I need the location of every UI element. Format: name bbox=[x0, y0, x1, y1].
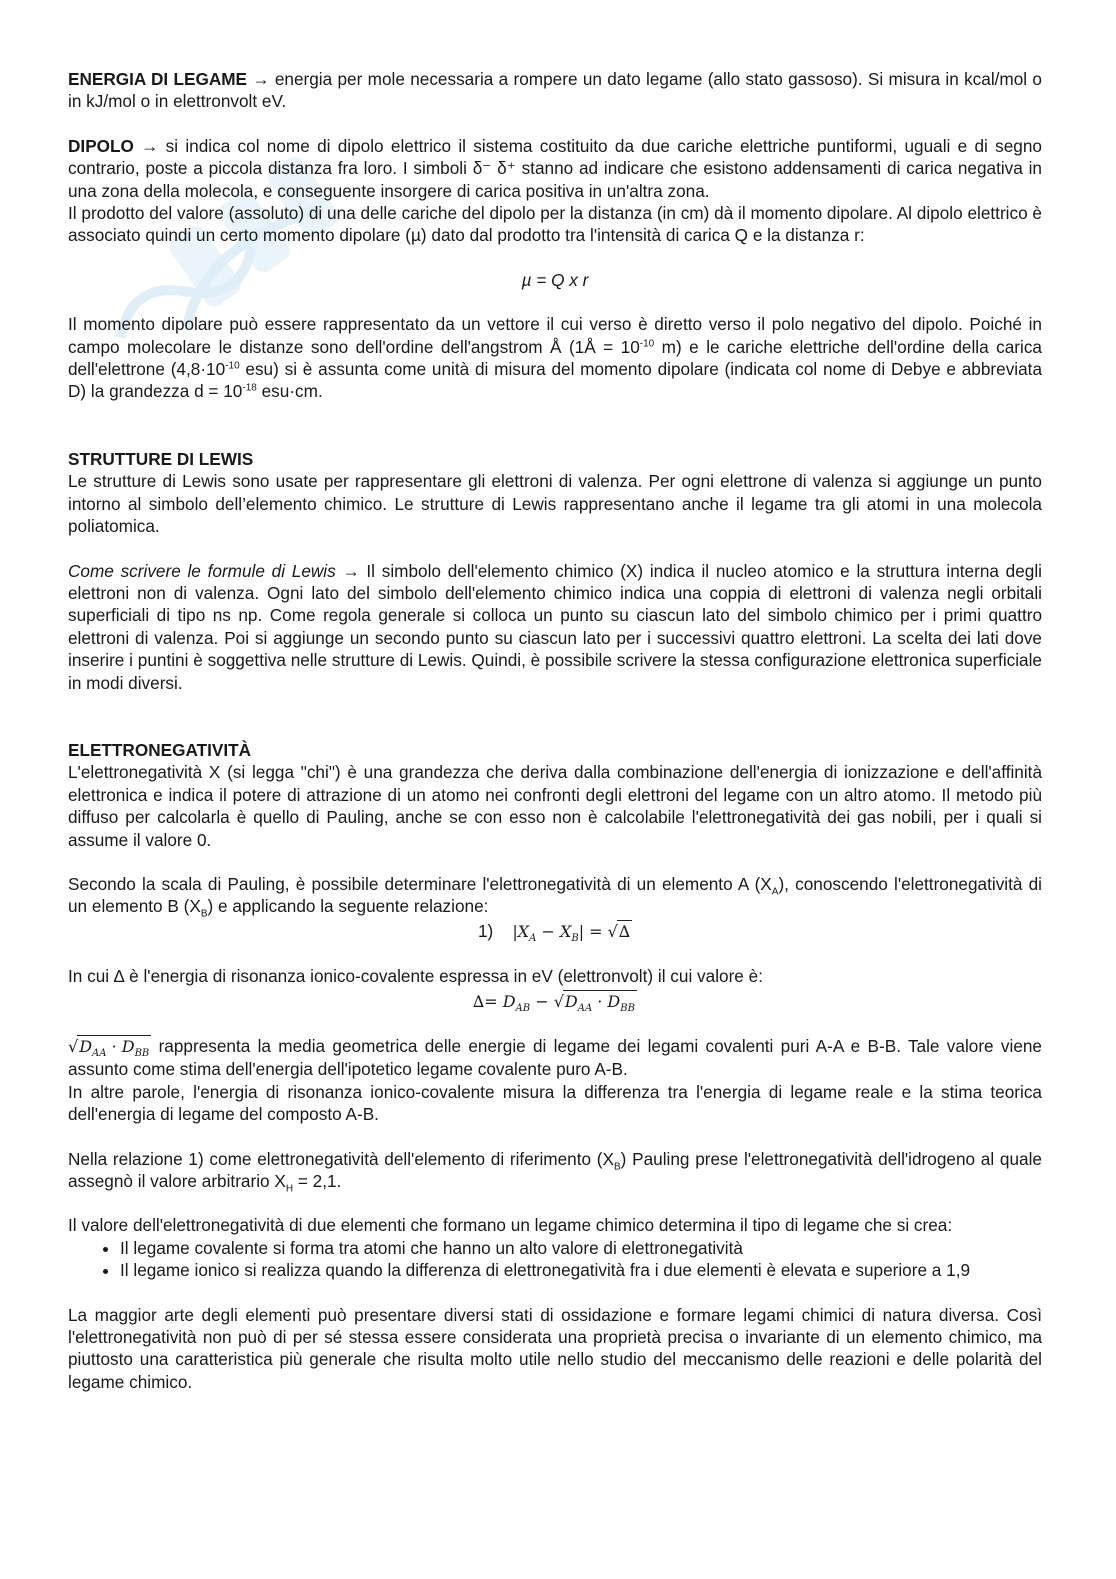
dipolo-sup3: -18 bbox=[242, 382, 257, 394]
dipolo-text3-a: Il momento dipolare può essere rappresentato da un vettore il cui verso è diretto verso il polo negativo del dipolo. Poiché in campo molecolare le distanze sono dell'ordine dell'angstrom Å (1Å = 10 bbox=[68, 314, 1042, 357]
lewis-paragraph2 bbox=[68, 560, 1042, 694]
dipolo-text3-c: esu) si è assunta come unità di misura del momento dipolare (indicata col nome di Debye e abbreviata D) la grandezza d = 10 bbox=[68, 359, 1043, 402]
lewis-italic: Come scrivere le formule di Lewis bbox=[68, 560, 336, 581]
elettro-text6-a: Nella relazione 1) come elettronegatività dell'elemento di riferimento (X bbox=[68, 1148, 614, 1169]
lewis-title: STRUTTURE DI LEWIS bbox=[68, 448, 254, 469]
energia-paragraph bbox=[68, 68, 1042, 113]
geo-mean-expression: $√D_{AA} \cdot D_{BB}$ bbox=[68, 1037, 150, 1060]
elettro-sub-b: B bbox=[200, 908, 208, 920]
document-page bbox=[68, 68, 1042, 1393]
equation-2: ∆= $D_{AB} - √D_{AA} \cdot D_{BB}$ bbox=[473, 991, 635, 1014]
energia-title: ENERGIA DI LEGAME bbox=[68, 69, 248, 89]
elettro-text2-b: ), conoscendo l'elettronegatività di un elemento B (X bbox=[68, 873, 1042, 917]
elettro-text6-sub: B bbox=[614, 1161, 621, 1173]
elettro-text2-a: Secondo la scala di Pauling, è possibile determinare l'elettronegatività di un elemento A (X bbox=[68, 873, 772, 894]
lewis-text1: Le strutture di Lewis sono usate per rappresentare gli elettroni di valenza. Per ogni elettrone di valenza si aggiunge un punto intorno al simbolo dell’elemento chimico. Le strutture di Lewis rappresentano anche il legame tra gli atomi in una molecola poliatomica. bbox=[68, 471, 1042, 537]
energia-text: → energia per mole necessaria a rompere un dato legame (allo stato gassoso). Si misura in kcal/mol o in kJ/mol o in elettronvolt eV. bbox=[68, 69, 1042, 112]
list-item: • Il legame ionico si realizza quando la differenza di elettronegatività fra i due elementi è elevata e superiore a 1,9 bbox=[120, 1259, 1042, 1281]
dipolo-text3 bbox=[68, 313, 1042, 403]
bond-type-list bbox=[68, 1237, 1042, 1282]
dipolo-text3-b: m) e le cariche elettriche dell'ordine della carica dell'elettrone (4,8·10 bbox=[68, 336, 1042, 380]
dipolo-text1: → si indica col nome di dipolo elettrico il sistema costituito da due cariche elettriche puntiformi, uguali e di segno contrario, poste a piccola distanza fra loro. I simboli δ⁻ δ⁺ stanno ad indicare che esistono addensamenti di carica negativa in una zona della molecola, e conseguente insorgere di carica positiva in un'altra zona. bbox=[68, 135, 1042, 201]
dipolo-paragraph bbox=[68, 135, 1042, 202]
list-item: • Il legame covalente si forma tra atomi che hanno un alto valore di elettronegatività bbox=[120, 1237, 1042, 1259]
elettro-text2 bbox=[68, 873, 1042, 918]
elettro-text5: In altre parole, l'energia di risonanza ionico-covalente misura la differenza tra l'energia di legame reale e la stima teorica dell'energia di legame del composto A-B. bbox=[68, 1081, 1042, 1125]
elettro-paragraph4 bbox=[68, 1035, 1042, 1081]
elettro-text6 bbox=[68, 1148, 1042, 1193]
elettro-text2-c: ) e applicando la seguente relazione: bbox=[207, 896, 489, 917]
elettro-text6-b: ) Pauling prese l'elettronegatività dell'idrogeno al quale assegnò il valore arbitrario X bbox=[68, 1148, 1042, 1192]
elettro-text8: La maggior arte degli elementi può presentare diversi stati di ossidazione e formare legami chimici di natura diversa. Così l'elettronegatività non può di per sé stessa essere considerata una proprietà precisa o invariante di un elemento chimico, ma piuttosto una caratteristica più generale che risulta molto utile nello studio del meccanismo delle reazioni e delle polarità del legame chimico. bbox=[68, 1304, 1042, 1392]
equation-1: 1) $|X_A - X_B|$ = √∆ bbox=[477, 920, 631, 944]
lewis-text2: → Il simbolo dell'elemento chimico (X) indica il nucleo atomico e la struttura interna degli elettroni non di valenza. Ogni lato del simbolo dell'elemento chimico indica una coppia di elettroni di valenza negli orbitali superficiali di tipo ns np. Come regola generale si colloca un punto su ciascun lato del simbolo chimico per i primi quattro elettroni di valenza. Poi si aggiunge un secondo punto su ciascun lato per i successivi quattro elettroni. La scelta dei lati dove inserire i puntini è soggettiva nelle strutture di Lewis. Quindi, è possibile scrivere la stessa configurazione elettronica superficiale in modi diversi. bbox=[68, 560, 1042, 693]
dipolo-formula: µ = Q x r bbox=[521, 269, 589, 290]
equation-1-number: 1) bbox=[477, 920, 494, 941]
dipolo-title: DIPOLO bbox=[68, 135, 134, 156]
elettro-text1: L'elettronegatività X (si legga "chi") è una grandezza che deriva dalla combinazione dell'energia di ionizzazione e dell'affinità elettronica e indica il potere di attrazione di un atomo nei confronti degli elettroni del legame con un altro atomo. Il metodo più diffuso per calcolarla è quello di Pauling, anche se con esso non è calcolabile l'elettronegatività dei gas nobili, per i quali si assume il valore 0. bbox=[68, 762, 1042, 850]
elettro-text6-subH: H bbox=[285, 1183, 294, 1195]
elettro-text6-c: = 2,1. bbox=[293, 1171, 342, 1192]
elettro-sub-a: A bbox=[771, 886, 779, 898]
elettro-text7: Il valore dell'elettronegatività di due elementi che formano un legame chimico determina il tipo di legame che si crea: bbox=[68, 1215, 953, 1236]
dipolo-sup1: -10 bbox=[639, 337, 655, 349]
elettro-title: ELETTRONEGATIVITÀ bbox=[68, 739, 252, 760]
dipolo-sup2: -10 bbox=[225, 360, 240, 372]
elettro-text3: In cui ∆ è l'energia di risonanza ionico-covalente espressa in eV (elettronvolt) il cui valore è: bbox=[68, 966, 763, 987]
elettro-text4: rappresenta la media geometrica delle energie di legame dei legami covalenti puri A-A e B-B. Tale valore viene assunto come stima dell'energia dell'ipotetico legame covalente puro A-B. bbox=[68, 1036, 1042, 1080]
dipolo-text3-d: esu·cm. bbox=[256, 381, 323, 402]
dipolo-text2: Il prodotto del valore (assoluto) di una delle cariche del dipolo per la distanza (in cm) dà il momento dipolare. Al dipolo elettrico è associato quindi un certo momento dipolare (µ) dato dal prodotto tra l'intensità di carica Q e la distanza r: bbox=[68, 203, 1042, 246]
